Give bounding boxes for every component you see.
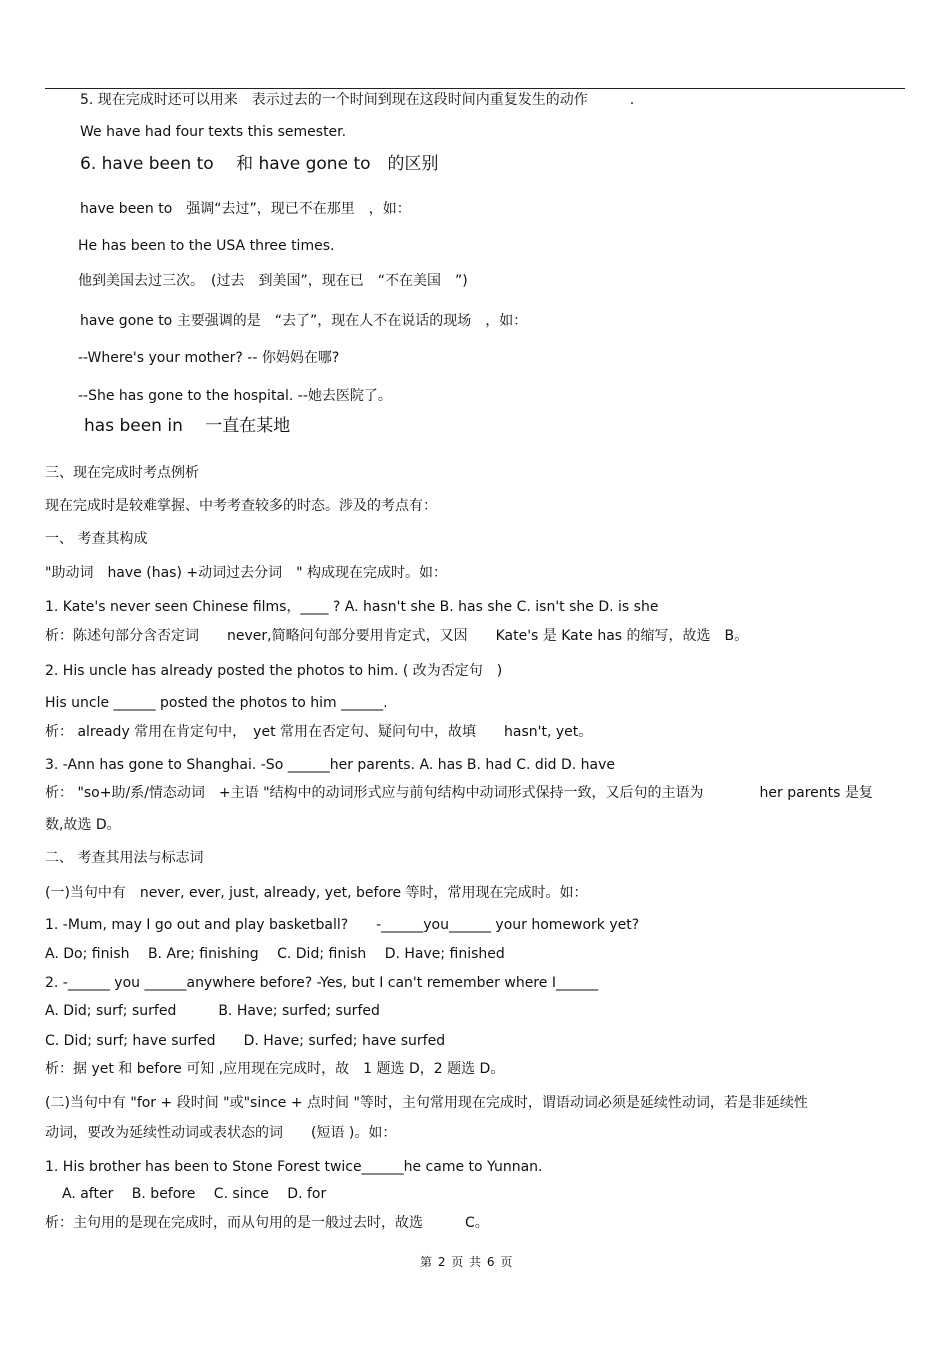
question: 1. Kate's never seen Chinese films，____ ? A. hasn't she B. has she C. isn't she D. is she (45, 599, 659, 615)
page-footer: 第 2 页 共 6 页 (420, 1255, 514, 1269)
analysis: 析：据 yet 和 before 可知 ,应用现在完成时，故 1 题选 D，2 题选 D。 (45, 1061, 505, 1077)
text-line: We have had four texts this semester. (80, 124, 347, 140)
question: 1. -Mum, may I go out and play basketball? -______you______ your homework yet? (45, 917, 640, 933)
analysis: 析： already 常用在肯定句中， yet 常用在否定句、疑问句中，故填 hasn't, yet。 (45, 724, 593, 740)
answer-options: A. Do; finish B. Are; finishing C. Did; finish D. Have; finished (45, 946, 505, 962)
analysis: 析：主句用的是现在完成时，而从句用的是一般过去时，故选 C。 (45, 1215, 489, 1231)
section-heading: 三、现在完成时考点例析 (45, 465, 199, 481)
section-heading: 二、 考查其用法与标志词 (45, 850, 204, 866)
text-line: 他到美国去过三次。 (过去 到美国”，现在已 “不在美国 ”) (78, 273, 468, 289)
text-line: (二)当句中有 "for + 段时间 "或"since + 点时间 "等时，主句常用现在完成时，谓语动词必须是延续性动词，若是非延续性 (45, 1095, 808, 1111)
header-rule (45, 88, 905, 89)
text-line: 动词，要改为延续性动词或表状态的词 (短语 )。如： (45, 1125, 397, 1141)
analysis: 数,故选 D。 (45, 817, 121, 833)
analysis: 析： "so+助/系/情态动词 +主语 "结构中的动词形式应与前句结构中动词形式保持一致，又后句的主语为 her parents 是复 (45, 785, 873, 801)
section-heading: 一、 考查其构成 (45, 531, 148, 547)
section-heading: 6. have been to 和 have gone to 的区别 (80, 154, 439, 174)
answer-options: A. Did; surf; surfed B. Have; surfed; surfed (45, 1003, 380, 1019)
analysis: 析：陈述句部分含否定词 never,简略问句部分要用肯定式，又因 Kate's 是 Kate has 的缩写，故选 B。 (45, 628, 749, 644)
section-heading: has been in 一直在某地 (84, 416, 291, 436)
question: 2. His uncle has already posted the photos to him. ( 改为否定句 ) (45, 663, 503, 679)
text-line: have been to 强调“去过”，现已不在那里 ，如： (80, 201, 411, 217)
text-line: (一)当句中有 never, ever, just, already, yet, before 等时，常用现在完成时。如： (45, 885, 588, 901)
text-line: 现在完成时是较难掌握、中考考查较多的时态。涉及的考点有： (45, 498, 437, 514)
answer-options: C. Did; surf; have surfed D. Have; surfed; have surfed (45, 1033, 446, 1049)
question: 1. His brother has been to Stone Forest twice______he came to Yunnan. (45, 1159, 543, 1175)
text-line: --Where's your mother? -- 你妈妈在哪? (78, 350, 340, 366)
text-line: "助动词 have (has) +动词过去分词 " 构成现在完成时。如： (45, 565, 447, 581)
question: His uncle ______ posted the photos to him ______. (45, 695, 388, 711)
question: 3. -Ann has gone to Shanghai. -So ______her parents. A. has B. had C. did D. have (45, 757, 616, 773)
answer-options: A. after B. before C. since D. for (62, 1186, 327, 1202)
text-line: 5. 现在完成时还可以用来 表示过去的一个时间到现在这段时间内重复发生的动作 . (80, 92, 635, 108)
text-line: have gone to 主要强调的是 “去了”，现在人不在说话的现场 ，如： (80, 313, 528, 329)
question: 2. -______ you ______anywhere before? -Yes, but I can't remember where I______ (45, 975, 598, 991)
text-line: He has been to the USA three times. (78, 238, 335, 254)
text-line: --She has gone to the hospital. --她去医院了。 (78, 388, 392, 404)
